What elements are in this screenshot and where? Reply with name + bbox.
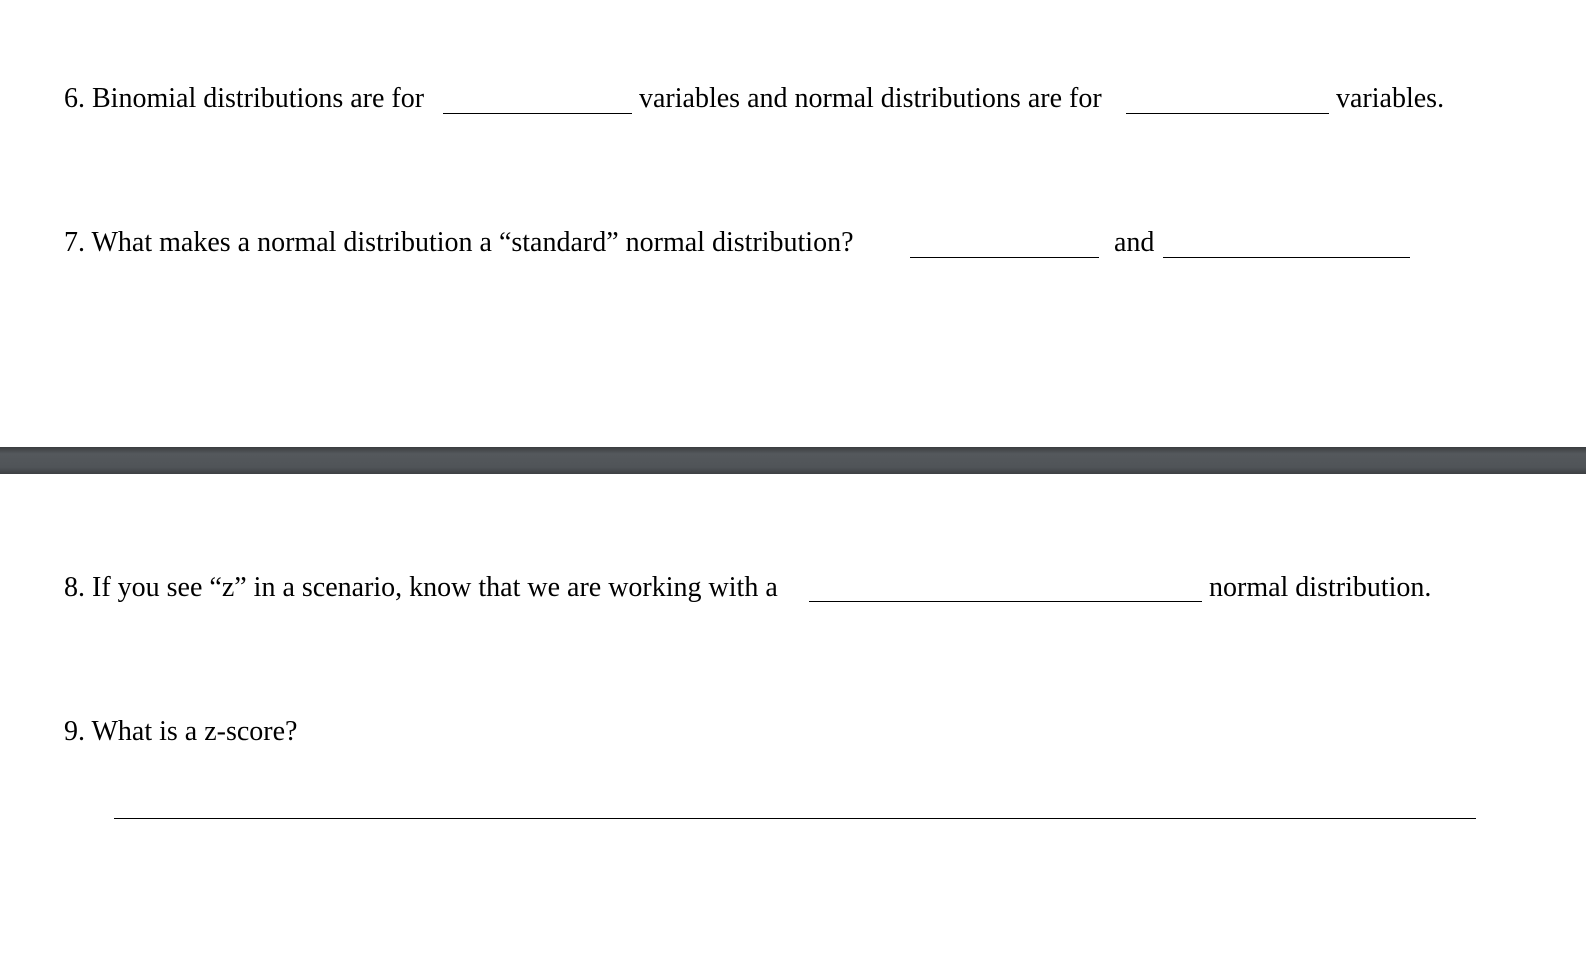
question-7-blank-1[interactable] xyxy=(910,257,1099,258)
question-7-prompt: 7. What makes a normal distribution a “standard” normal distribution? xyxy=(64,227,854,258)
question-8-blank[interactable] xyxy=(809,601,1202,602)
question-9-prompt: 9. What is a z-score? xyxy=(64,716,298,747)
question-9-answer-line[interactable] xyxy=(114,818,1476,819)
question-6-blank-1[interactable] xyxy=(443,113,632,114)
question-6-suffix: variables. xyxy=(1336,83,1445,114)
question-8-suffix: normal distribution. xyxy=(1209,572,1432,603)
question-7-blank-2[interactable] xyxy=(1163,257,1410,258)
page-break-divider xyxy=(0,447,1586,474)
question-6-prefix: 6. Binomial distributions are for xyxy=(64,83,425,114)
question-8-prefix: 8. If you see “z” in a scenario, know that we are working with a xyxy=(64,572,778,603)
question-7-joiner: and xyxy=(1114,227,1155,258)
question-6-middle: variables and normal distributions are for xyxy=(639,83,1102,114)
question-6-blank-2[interactable] xyxy=(1126,113,1329,114)
